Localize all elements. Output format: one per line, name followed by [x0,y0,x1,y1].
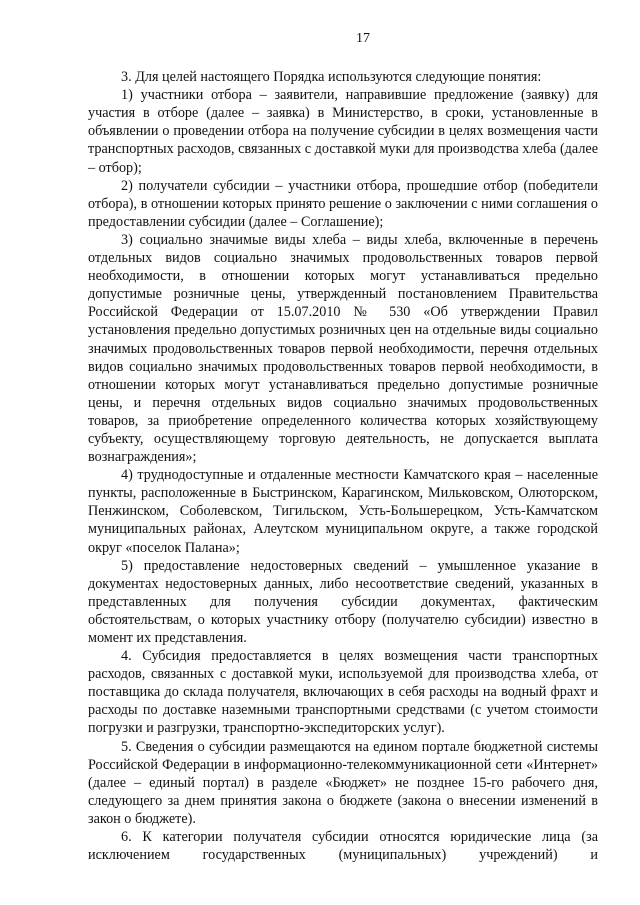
paragraph-definition-1: 1) участники отбора – заявители, направившие предложение (заявку) для участия в отборе (далее – заявка) в Министерство, в сроки, установленные в объявлении о проведении отбора на получение субсидии в целях возмещения части транспортных расходов, связанных с доставкой муки для производства хлеба (далее – отбор); [88,87,598,176]
paragraph-section-6: 6. К категории получателя субсидии относятся юридические лица (за исключением государственных (муниципальных) учреждений) и [88,829,598,864]
paragraph-definition-5: 5) предоставление недостоверных сведений – умышленное указание в документах недостоверных данных, либо несоответствие сведений, указанных в представленных для получения субсидии документах, фактическим обстоятельствам, о которых участнику отбору (получателю субсидии) известно в момент их представления. [88,557,598,646]
paragraph-definition-3: 3) социально значимые виды хлеба – виды хлеба, включенные в перечень отдельных видов социально значимых продовольственных товаров первой необходимости, в отношении которых могут устанавливаться предельно допустимые розничные цены, утвержденный постановлением Правительства Российской Федерации от 15.07.2010 № 530 «Об утверждении Правил установления предельно допустимых розничных цен на отдельные виды социально значимых продовольственных товаров первой необходимости, перечня отдельных видов социально значимых продовольственных товаров первой необходимости, в отношении которых могут устанавливаться предельно допустимые розничные цены, и перечня отдельных видов социально значимых продовольственных товаров, за приобретение определенного количества которых хозяйствующему субъекту, осуществляющему торговую деятельность, не допускается выплата вознаграждения»; [88,231,598,466]
paragraph-definitions-intro: 3. Для целей настоящего Порядка используются следующие понятия: [121,69,542,86]
paragraph-section-4: 4. Субсидия предоставляется в целях возмещения части транспортных расходов, связанных с доставкой муки, используемой для производства хлеба, от поставщика до склада получателя, включающих в себя расходы на водный фрахт и расходы по доставке наземными транспортными средствами (с учетом стоимости погрузки и разгрузки, транспортно-экспедиторских услуг). [88,648,598,737]
paragraph-definition-4: 4) труднодоступные и отдаленные местности Камчатского края – населенные пункты, расположенные в Быстринском, Карагинском, Мильковском, Олюторском, Пенжинском, Соболевском, Тигильском, Усть-Большерецком, Усть-Камчатском муниципальных районах, Алеутском муниципальном округе, а также городской округ «поселок Палана»; [88,467,598,556]
page-number: 17 [356,31,370,46]
paragraph-definition-2: 2) получатели субсидии – участники отбора, прошедшие отбор (победители отбора), в отношении которых принято решение о заключении с ними соглашения о предоставлении субсидии (далее – Соглашение); [88,177,598,230]
paragraph-section-5: 5. Сведения о субсидии размещаются на едином портале бюджетной системы Российской Федерации в информационно-телекоммуникационной сети «Интернет» (далее – единый портал) в разделе «Бюджет» не позднее 15-го рабочего дня, следующего за днем принятия закона о бюджете (закона о внесении изменений в закон о бюджете). [88,738,598,827]
